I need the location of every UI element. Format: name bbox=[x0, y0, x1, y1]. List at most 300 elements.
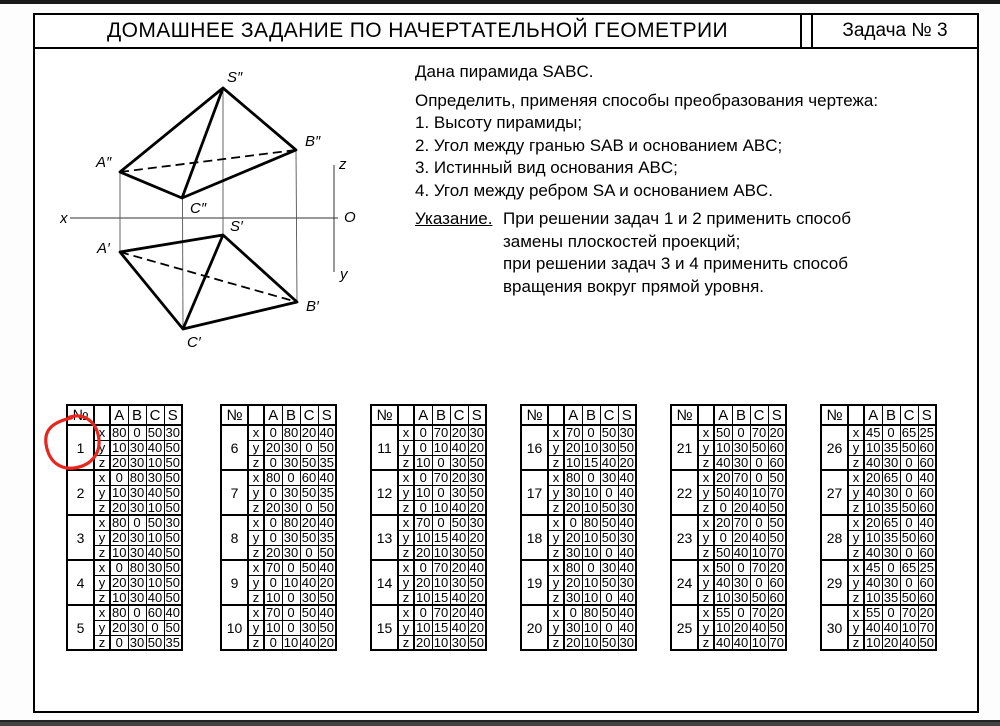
coord-value: 40 bbox=[714, 455, 732, 470]
coord-value: 15 bbox=[433, 530, 449, 545]
coord-value: 35 bbox=[883, 440, 899, 455]
coord-label: z bbox=[248, 635, 264, 650]
coord-value: 40 bbox=[318, 560, 336, 575]
coord-value: 0 bbox=[128, 515, 146, 530]
coord-value: 30 bbox=[451, 544, 467, 560]
variant-number: 19 bbox=[521, 560, 548, 605]
coord-row bbox=[521, 425, 636, 440]
coord-value: 80 bbox=[129, 470, 145, 486]
coord-value: 30 bbox=[883, 575, 899, 590]
coord-value: 0 bbox=[900, 545, 918, 560]
coord-label: y bbox=[848, 620, 864, 635]
coord-label: y bbox=[248, 620, 264, 635]
coord-value: 50 bbox=[164, 530, 182, 545]
coord-value: 0 bbox=[600, 485, 618, 500]
variant-number: 6 bbox=[221, 425, 248, 470]
col-header-coord bbox=[94, 405, 110, 425]
coord-label: x bbox=[698, 515, 714, 530]
coord-value: 20 bbox=[564, 530, 582, 545]
coord-value: 15 bbox=[583, 454, 599, 470]
coord-value: 20 bbox=[264, 500, 282, 515]
coord-value: 20 bbox=[564, 500, 582, 515]
coord-value: 0 bbox=[414, 560, 432, 575]
coord-value: 70 bbox=[564, 425, 582, 440]
coord-label: z bbox=[548, 635, 564, 650]
col-header-point: A bbox=[564, 405, 582, 425]
coord-label: y bbox=[398, 575, 414, 590]
coord-label: x bbox=[698, 470, 714, 485]
coord-value: 10 bbox=[583, 589, 599, 605]
coord-value: 30 bbox=[283, 440, 299, 455]
coord-label: y bbox=[698, 485, 714, 500]
coord-value: 40 bbox=[618, 590, 636, 605]
coord-row bbox=[821, 425, 936, 440]
coord-value: 50 bbox=[768, 530, 786, 545]
coord-value: 0 bbox=[900, 470, 918, 485]
col-header-point: A bbox=[864, 405, 882, 425]
coord-value: 10 bbox=[751, 544, 767, 560]
coord-value: 20 bbox=[564, 440, 582, 455]
coord-value: 50 bbox=[768, 500, 786, 515]
coord-label: y bbox=[94, 620, 110, 635]
coord-value: 65 bbox=[901, 560, 917, 576]
coord-label: y bbox=[848, 575, 864, 590]
coord-label: y bbox=[548, 440, 564, 455]
coord-label: x bbox=[698, 560, 714, 575]
coord-value: 40 bbox=[451, 589, 467, 605]
coord-value: 0 bbox=[300, 545, 318, 560]
coord-value: 30 bbox=[129, 485, 145, 500]
coord-label: y bbox=[548, 620, 564, 635]
coord-label: x bbox=[548, 515, 564, 530]
coord-value: 50 bbox=[164, 560, 182, 575]
window-top-edge bbox=[0, 0, 1000, 4]
coord-row bbox=[371, 470, 486, 485]
coord-value: 40 bbox=[901, 634, 917, 650]
coord-value: 10 bbox=[414, 455, 432, 470]
variant-table bbox=[370, 404, 487, 651]
coord-value: 20 bbox=[768, 605, 786, 620]
coord-value: 70 bbox=[433, 425, 449, 441]
coord-label: z bbox=[698, 545, 714, 560]
coord-value: 60 bbox=[918, 575, 936, 590]
coord-value: 40 bbox=[468, 560, 486, 575]
col-header-point: S bbox=[768, 405, 786, 425]
coord-label: y bbox=[248, 530, 264, 545]
coord-label: z bbox=[548, 590, 564, 605]
coord-value: 20 bbox=[564, 575, 582, 590]
coord-label: z bbox=[94, 455, 110, 470]
coord-label: x bbox=[848, 515, 864, 530]
coord-value: 30 bbox=[283, 530, 299, 545]
coord-value: 20 bbox=[110, 500, 128, 515]
coord-label: z bbox=[248, 545, 264, 560]
page-title: ДОМАШНЕЕ ЗАДАНИЕ ПО НАЧЕРТАТЕЛЬНОЙ ГЕОМЕТРИИ bbox=[35, 15, 802, 47]
coord-value: 40 bbox=[451, 620, 467, 635]
coord-value: 35 bbox=[883, 530, 899, 545]
label-c-front: C″ bbox=[190, 200, 207, 217]
coord-value: 50 bbox=[301, 485, 317, 500]
coord-label: x bbox=[848, 425, 864, 440]
coord-value: 0 bbox=[432, 515, 450, 530]
coord-value: 50 bbox=[318, 500, 336, 515]
coord-value: 0 bbox=[414, 425, 432, 440]
col-header-number: № bbox=[371, 405, 398, 425]
coord-label: z bbox=[548, 455, 564, 470]
col-header-point: A bbox=[414, 405, 432, 425]
coord-value: 30 bbox=[564, 590, 582, 605]
variant-number: 25 bbox=[671, 605, 698, 650]
coord-value: 30 bbox=[618, 425, 636, 440]
coord-value: 60 bbox=[768, 590, 786, 605]
coord-value: 40 bbox=[147, 589, 163, 605]
coord-value: 60 bbox=[147, 605, 163, 621]
coord-label: z bbox=[698, 455, 714, 470]
coord-value: 80 bbox=[283, 425, 299, 441]
coord-value: 0 bbox=[582, 425, 600, 440]
coord-value: 40 bbox=[714, 635, 732, 650]
task-item: 4. Угол между ребром SA и основанием ABC. bbox=[415, 180, 773, 200]
coord-value: 0 bbox=[264, 635, 282, 650]
col-header-point: S bbox=[164, 405, 182, 425]
coord-value: 0 bbox=[732, 605, 750, 620]
coord-value: 20 bbox=[451, 605, 467, 621]
coord-value: 0 bbox=[414, 500, 432, 515]
coord-value: 50 bbox=[714, 560, 732, 575]
coord-value: 60 bbox=[768, 440, 786, 455]
variant-number: 15 bbox=[371, 605, 398, 650]
coord-value: 40 bbox=[301, 634, 317, 650]
coord-value: 40 bbox=[864, 575, 882, 590]
variant-table bbox=[820, 404, 937, 651]
coord-value: 0 bbox=[110, 635, 128, 650]
coord-value: 10 bbox=[583, 499, 599, 515]
coord-value: 20 bbox=[264, 440, 282, 455]
coord-value: 0 bbox=[900, 485, 918, 500]
coord-row bbox=[821, 605, 936, 620]
coord-row bbox=[521, 560, 636, 575]
coord-label: y bbox=[848, 485, 864, 500]
coord-value: 80 bbox=[110, 605, 128, 620]
coord-value: 10 bbox=[433, 440, 449, 455]
coord-label: z bbox=[548, 500, 564, 515]
col-header-point: S bbox=[918, 405, 936, 425]
coord-value: 50 bbox=[147, 634, 163, 650]
coord-value: 50 bbox=[164, 485, 182, 500]
coord-label: x bbox=[248, 560, 264, 575]
label-s-front: S″ bbox=[227, 69, 243, 86]
coord-value: 50 bbox=[468, 455, 486, 470]
coord-value: 0 bbox=[128, 425, 146, 440]
coord-value: 50 bbox=[601, 425, 617, 441]
coord-value: 0 bbox=[264, 485, 282, 500]
coord-value: 0 bbox=[900, 575, 918, 590]
col-header-point: C bbox=[146, 405, 164, 425]
coord-value: 40 bbox=[468, 605, 486, 620]
coord-row bbox=[671, 605, 786, 620]
coord-value: 40 bbox=[864, 485, 882, 500]
coord-value: 10 bbox=[414, 620, 432, 635]
coord-value: 35 bbox=[883, 499, 899, 515]
coord-label: z bbox=[698, 590, 714, 605]
coord-value: 0 bbox=[600, 590, 618, 605]
coord-label: y bbox=[848, 440, 864, 455]
coord-value: 30 bbox=[301, 620, 317, 635]
note-line: замены плоскостей проекций; bbox=[503, 231, 741, 251]
coord-value: 50 bbox=[714, 545, 732, 560]
coord-label: z bbox=[398, 590, 414, 605]
col-header-point: A bbox=[714, 405, 732, 425]
coord-value: 30 bbox=[883, 485, 899, 500]
coord-row bbox=[371, 515, 486, 530]
coord-value: 80 bbox=[110, 515, 128, 530]
variant-table bbox=[66, 404, 183, 651]
note-line: при решении задач 3 и 4 применить способ bbox=[503, 254, 848, 273]
coord-value: 50 bbox=[164, 575, 182, 590]
coord-value: 30 bbox=[883, 454, 899, 470]
coord-value: 40 bbox=[618, 515, 636, 530]
coord-value: 50 bbox=[901, 530, 917, 545]
coord-value: 50 bbox=[164, 500, 182, 515]
col-header-point: B bbox=[128, 405, 146, 425]
coord-value: 30 bbox=[129, 530, 145, 545]
coord-value: 60 bbox=[918, 545, 936, 560]
coord-label: x bbox=[848, 560, 864, 575]
coord-value: 10 bbox=[583, 620, 599, 635]
label-a-top: A′ bbox=[97, 240, 110, 257]
pyramid-projection-drawing bbox=[60, 55, 400, 365]
coord-value: 30 bbox=[164, 425, 182, 440]
coord-label: z bbox=[848, 635, 864, 650]
coord-value: 25 bbox=[918, 560, 936, 575]
coord-value: 20 bbox=[318, 635, 336, 650]
coord-row bbox=[221, 515, 336, 530]
coord-value: 10 bbox=[433, 544, 449, 560]
variant-number: 3 bbox=[67, 515, 94, 560]
coord-label: y bbox=[548, 485, 564, 500]
coord-value: 40 bbox=[451, 499, 467, 515]
col-header-point: B bbox=[282, 405, 300, 425]
coord-value: 50 bbox=[901, 440, 917, 455]
coord-label: z bbox=[848, 590, 864, 605]
coord-value: 40 bbox=[318, 515, 336, 530]
label-axis-y: y bbox=[340, 266, 348, 283]
coord-value: 0 bbox=[282, 590, 300, 605]
coord-value: 30 bbox=[618, 530, 636, 545]
coord-label: x bbox=[94, 605, 110, 620]
coord-value: 30 bbox=[283, 454, 299, 470]
coord-value: 65 bbox=[883, 470, 899, 486]
coord-value: 70 bbox=[733, 515, 749, 531]
variant-number: 2 bbox=[67, 470, 94, 515]
coord-label: z bbox=[398, 545, 414, 560]
coord-value: 50 bbox=[918, 635, 936, 650]
coord-value: 20 bbox=[468, 620, 486, 635]
coord-value: 30 bbox=[733, 454, 749, 470]
variant-number: 30 bbox=[821, 605, 848, 650]
coord-label: x bbox=[548, 425, 564, 440]
coord-label: y bbox=[548, 575, 564, 590]
top-view-edges bbox=[120, 235, 297, 329]
coord-value: 0 bbox=[414, 440, 432, 455]
coord-value: 80 bbox=[583, 515, 599, 531]
coord-value: 25 bbox=[918, 425, 936, 440]
coord-value: 30 bbox=[451, 454, 467, 470]
coord-value: 20 bbox=[468, 440, 486, 455]
coord-value: 0 bbox=[564, 605, 582, 620]
coord-value: 40 bbox=[318, 470, 336, 485]
label-a-front: A″ bbox=[96, 154, 112, 171]
coord-value: 70 bbox=[751, 560, 767, 576]
coord-label: x bbox=[548, 605, 564, 620]
coord-value: 80 bbox=[283, 515, 299, 531]
coord-label: y bbox=[848, 530, 864, 545]
coord-row bbox=[221, 470, 336, 485]
col-header-point: C bbox=[750, 405, 768, 425]
col-header-number: № bbox=[521, 405, 548, 425]
variant-table bbox=[670, 404, 787, 651]
coord-value: 40 bbox=[918, 470, 936, 485]
coord-label: x bbox=[698, 605, 714, 620]
coord-value: 80 bbox=[129, 560, 145, 576]
coord-value: 0 bbox=[282, 605, 300, 620]
coord-value: 30 bbox=[601, 560, 617, 576]
coord-value: 50 bbox=[164, 440, 182, 455]
coord-row bbox=[221, 425, 336, 440]
coord-value: 50 bbox=[301, 605, 317, 621]
variant-number: 17 bbox=[521, 470, 548, 515]
coord-value: 45 bbox=[864, 560, 882, 575]
coord-value: 50 bbox=[301, 454, 317, 470]
coord-value: 70 bbox=[901, 605, 917, 621]
coord-value: 0 bbox=[146, 620, 164, 635]
col-header-point: C bbox=[900, 405, 918, 425]
coord-value: 30 bbox=[564, 485, 582, 500]
task-text-block bbox=[415, 61, 993, 298]
variant-number: 28 bbox=[821, 515, 848, 560]
vertex-labels bbox=[60, 69, 356, 351]
coord-value: 40 bbox=[751, 620, 767, 635]
coord-value: 40 bbox=[147, 544, 163, 560]
note-lines bbox=[503, 208, 993, 298]
coord-row bbox=[821, 515, 936, 530]
coord-value: 50 bbox=[301, 530, 317, 545]
coord-label: x bbox=[94, 515, 110, 530]
coord-value: 50 bbox=[601, 530, 617, 545]
coord-value: 20 bbox=[618, 455, 636, 470]
variant-table bbox=[520, 404, 637, 651]
coord-value: 10 bbox=[414, 530, 432, 545]
coord-value: 40 bbox=[733, 544, 749, 560]
variant-number: 11 bbox=[371, 425, 398, 470]
coord-value: 30 bbox=[283, 544, 299, 560]
coord-label: z bbox=[548, 545, 564, 560]
coord-value: 40 bbox=[714, 575, 732, 590]
coord-value: 50 bbox=[901, 499, 917, 515]
coord-value: 10 bbox=[433, 499, 449, 515]
coord-value: 10 bbox=[147, 530, 163, 545]
coord-value: 20 bbox=[110, 455, 128, 470]
coord-label: z bbox=[94, 500, 110, 515]
coord-label: y bbox=[248, 575, 264, 590]
task-item: 3. Истинный вид основания ABC; bbox=[415, 158, 678, 177]
label-axis-x: x bbox=[60, 210, 68, 227]
coord-value: 20 bbox=[468, 590, 486, 605]
coord-value: 60 bbox=[301, 470, 317, 486]
coord-label: z bbox=[848, 500, 864, 515]
coord-value: 40 bbox=[618, 485, 636, 500]
coord-row bbox=[371, 605, 486, 620]
coord-value: 80 bbox=[583, 605, 599, 621]
coord-value: 50 bbox=[601, 515, 617, 531]
coord-value: 0 bbox=[882, 425, 900, 440]
coord-label: x bbox=[94, 470, 110, 485]
col-header-coord bbox=[698, 405, 714, 425]
coord-value: 20 bbox=[110, 620, 128, 635]
col-header-point: B bbox=[432, 405, 450, 425]
coord-value: 40 bbox=[618, 605, 636, 620]
coord-label: x bbox=[698, 425, 714, 440]
coord-value: 20 bbox=[451, 560, 467, 576]
coord-value: 35 bbox=[318, 455, 336, 470]
title-bar bbox=[35, 15, 977, 49]
coord-value: 70 bbox=[433, 605, 449, 621]
coord-row bbox=[671, 515, 786, 530]
coord-label: z bbox=[398, 500, 414, 515]
coord-value: 0 bbox=[264, 425, 282, 440]
coord-value: 20 bbox=[110, 530, 128, 545]
coord-row bbox=[671, 470, 786, 485]
variant-number: 21 bbox=[671, 425, 698, 470]
coord-value: 50 bbox=[164, 590, 182, 605]
note-label: Указание. bbox=[415, 209, 493, 228]
coord-value: 40 bbox=[301, 575, 317, 590]
label-s-top: S′ bbox=[230, 218, 243, 235]
coord-value: 0 bbox=[264, 530, 282, 545]
note-line: При решении задач 1 и 2 применить способ bbox=[503, 209, 851, 228]
col-header-coord bbox=[848, 405, 864, 425]
col-header-number: № bbox=[671, 405, 698, 425]
variant-number: 22 bbox=[671, 470, 698, 515]
coord-value: 30 bbox=[129, 634, 145, 650]
coord-label: z bbox=[698, 635, 714, 650]
coord-value: 70 bbox=[264, 560, 282, 575]
coord-label: x bbox=[398, 470, 414, 485]
coord-value: 40 bbox=[864, 545, 882, 560]
coord-value: 55 bbox=[714, 605, 732, 620]
coord-value: 0 bbox=[750, 515, 768, 530]
coord-label: x bbox=[398, 605, 414, 620]
coord-value: 10 bbox=[433, 575, 449, 590]
coord-value: 0 bbox=[882, 605, 900, 620]
coord-value: 0 bbox=[714, 500, 732, 515]
coord-value: 20 bbox=[468, 530, 486, 545]
coord-value: 60 bbox=[918, 440, 936, 455]
coord-row bbox=[371, 560, 486, 575]
coord-value: 50 bbox=[768, 470, 786, 485]
coord-value: 0 bbox=[300, 500, 318, 515]
coord-label: z bbox=[848, 455, 864, 470]
coord-value: 40 bbox=[147, 485, 163, 500]
coord-value: 10 bbox=[583, 544, 599, 560]
coord-value: 40 bbox=[733, 485, 749, 500]
coord-value: 50 bbox=[318, 620, 336, 635]
coord-value: 30 bbox=[129, 544, 145, 560]
coord-value: 50 bbox=[618, 440, 636, 455]
coord-value: 0 bbox=[600, 545, 618, 560]
coord-value: 10 bbox=[583, 575, 599, 590]
coord-value: 10 bbox=[583, 485, 599, 500]
